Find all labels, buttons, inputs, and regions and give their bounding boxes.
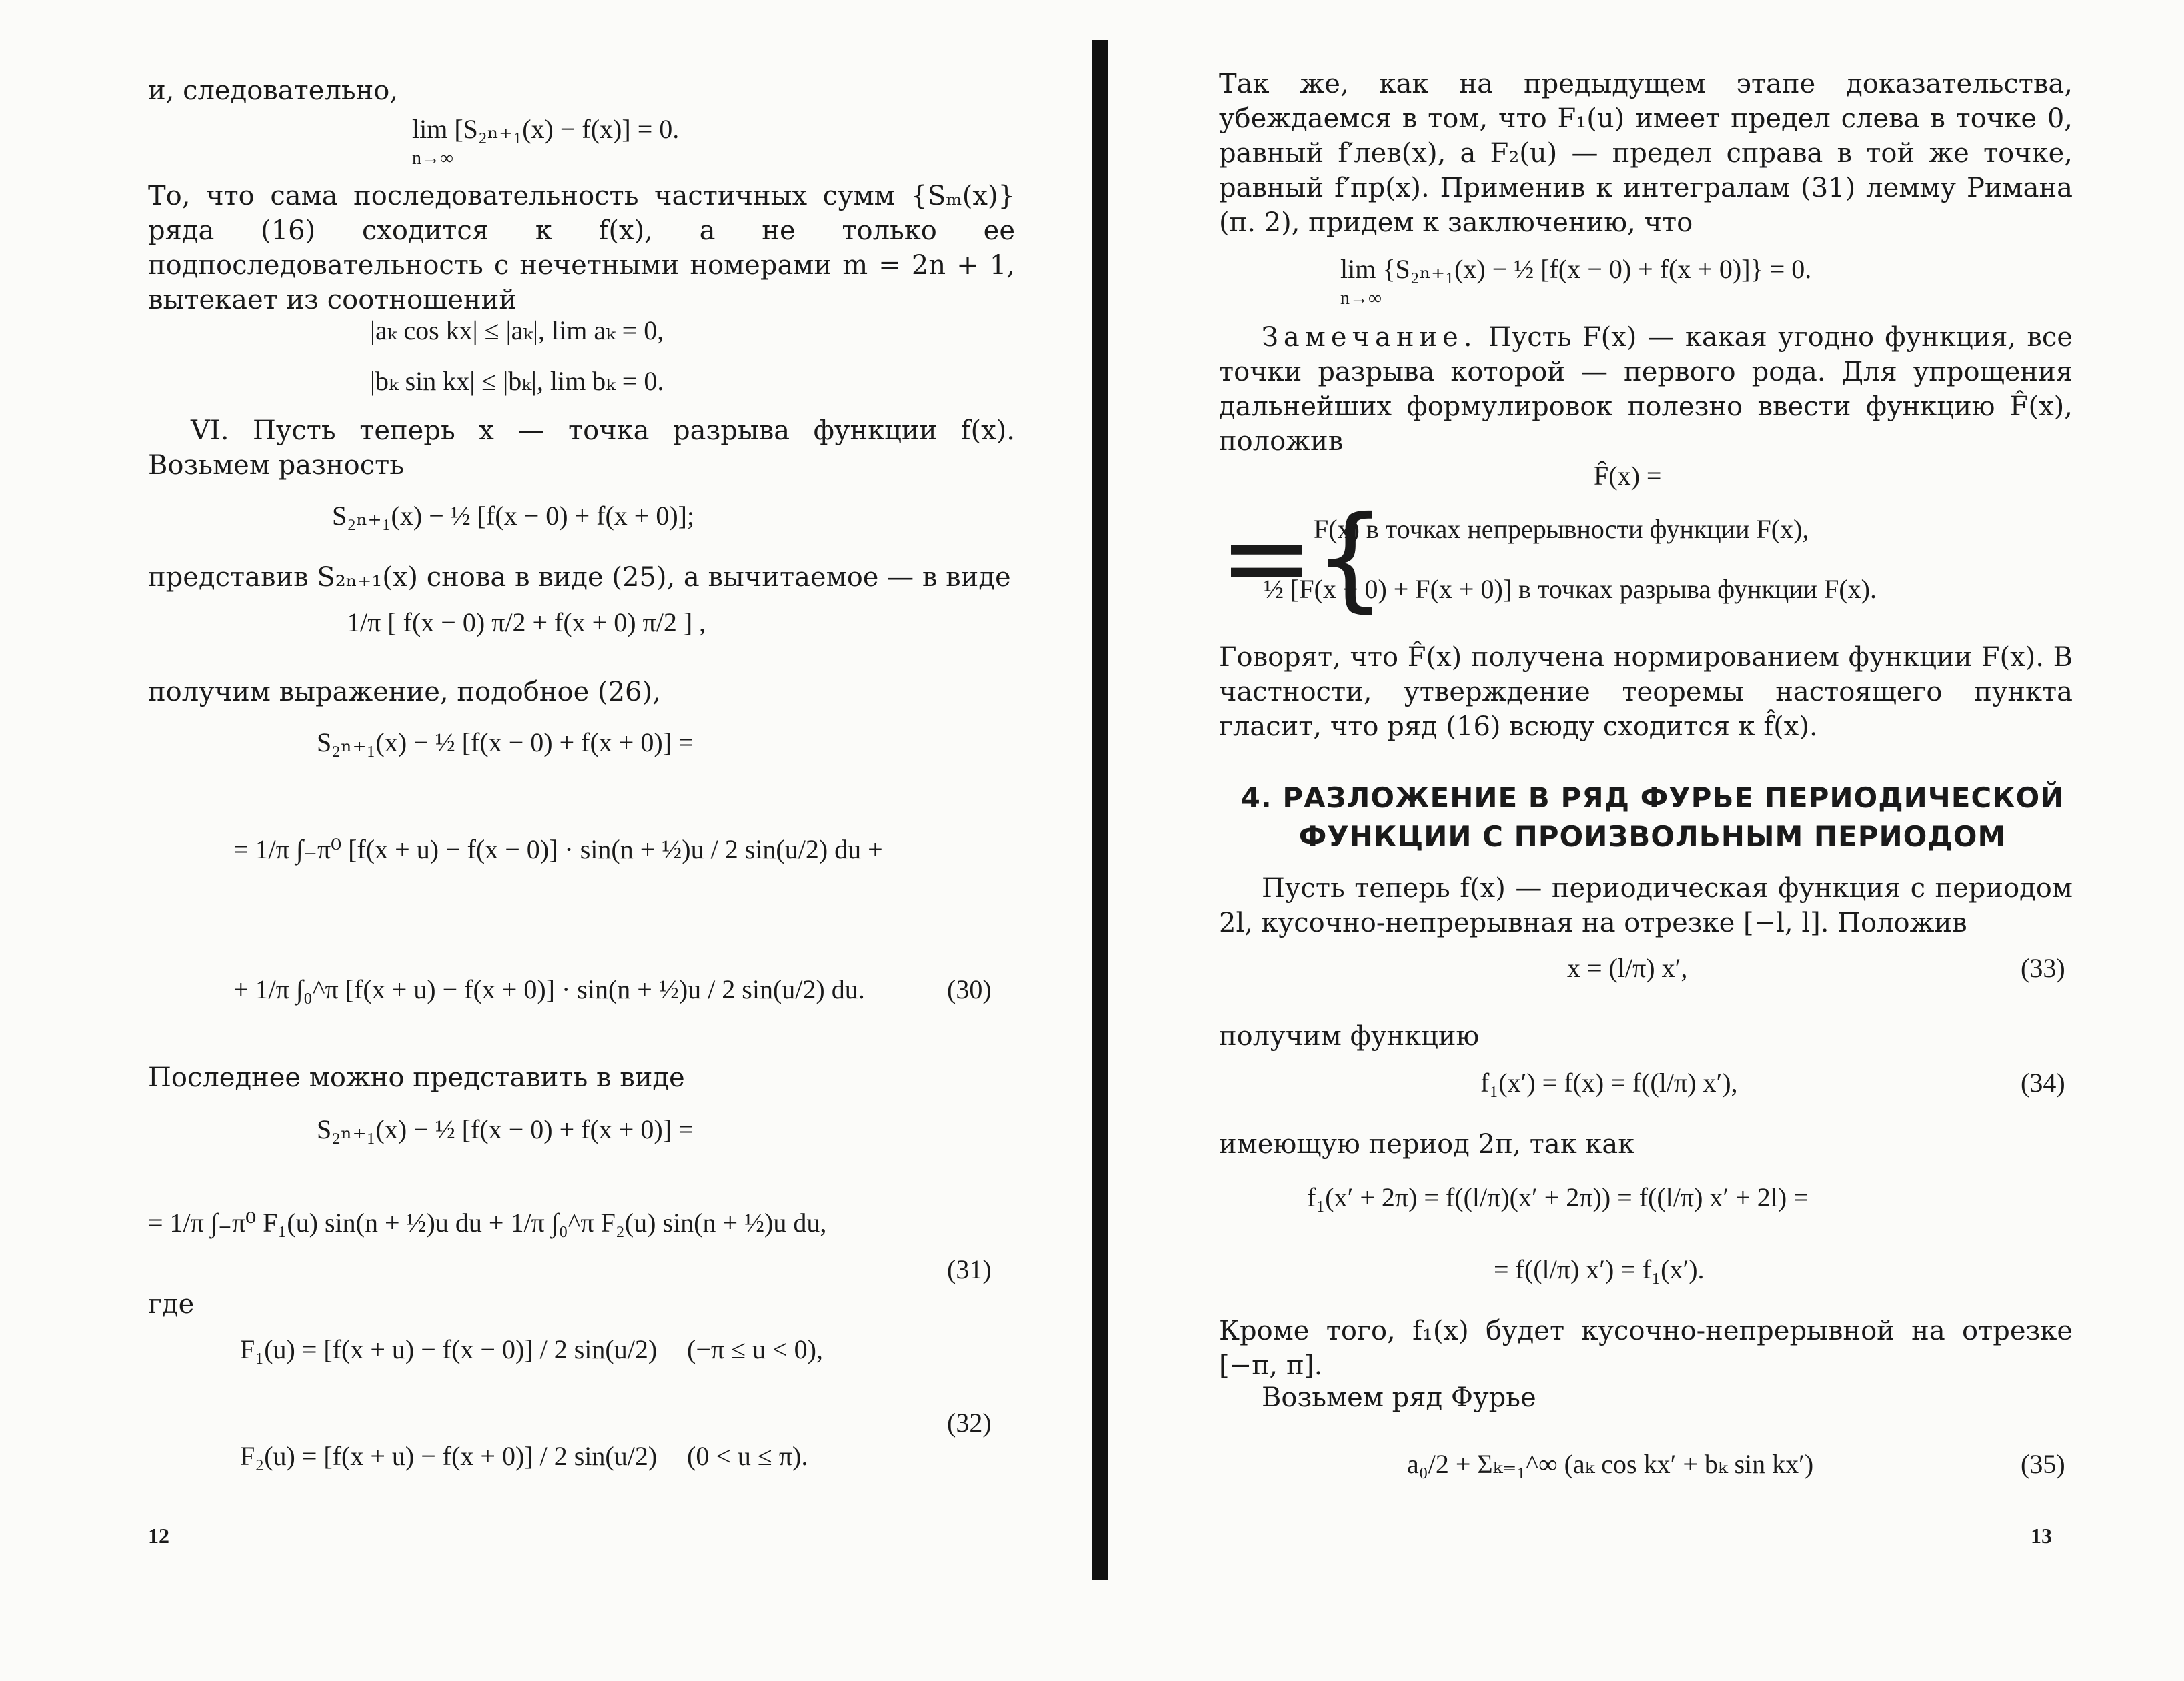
heading-line-2: ФУНКЦИИ С ПРОИЗВОЛЬНЫМ ПЕРИОДОМ [1298, 820, 2007, 853]
paragraph: Пусть теперь f(x) — периодическая функция с периодом 2l, кусочно-непрерывная на отрезке [−l, l]. Положив [1219, 873, 2073, 938]
text-line: имеющую период 2π, так как [1219, 1129, 1635, 1160]
remark-text: Пусть F(x) — какая угодно функция, все точки разрыва которой — первого рода. Для упрощения дальнейших формулировок полезно ввести функцию F̂(x), положив [1219, 322, 2073, 457]
equation-number: (32) [947, 1408, 992, 1438]
formula-eq30-lhs: S₂ₙ₊₁(x) − ½ [f(x − 0) + f(x + 0)] = [317, 727, 694, 757]
formula-difference: S₂ₙ₊₁(x) − ½ [f(x − 0) + f(x + 0)]; [332, 501, 695, 531]
paragraph: Кроме того, f₁(x) будет кусочно-непрерывной на отрезке [−π, π]. [1219, 1316, 2073, 1381]
formula-limit-subscript: n→∞ [1340, 288, 1382, 309]
formula-F1-condition: (−π ≤ u < 0), [687, 1334, 823, 1364]
formula-eq35: a₀/2 + Σₖ₌₁^∞ (aₖ cos kx′ + bₖ sin kx′) [1407, 1449, 1814, 1479]
text-line: получим функцию [1219, 1021, 1480, 1052]
formula-period-line1: f₁(x′ + 2π) = f((l/π)(x′ + 2π)) = f((l/π) x′ + 2l) = [1307, 1182, 1809, 1212]
formula-inequality-b: |bₖ sin kx| ≤ |bₖ|, lim bₖ = 0. [370, 366, 664, 396]
brace-icon: ={ [1219, 492, 1386, 624]
formula-F1: F₁(u) = [f(x + u) − f(x − 0)] / 2 sin(u/2) [240, 1334, 658, 1364]
formula-inequality-a: |aₖ cos kx| ≤ |aₖ|, lim aₖ = 0, [370, 315, 664, 345]
text-line: где [148, 1289, 195, 1320]
formula-eq31-lhs: S₂ₙ₊₁(x) − ½ [f(x − 0) + f(x + 0)] = [317, 1114, 694, 1144]
equation-number: (31) [947, 1254, 992, 1284]
formula-subtrahend: 1/π [ f(x − 0) π/2 + f(x + 0) π/2 ] , [347, 607, 706, 637]
page-number: 12 [148, 1524, 169, 1548]
paragraph: Так же, как на предыдущем этапе доказательства, убеждаемся в том, что F₁(u) имеет предел слева в точке 0, равный f′лев(x), а F₂(u) — предел справа в той же точке, равный f′пр(x). Применив к интегралам (31) лемму Римана (п. 2), придем к заключению, что [1219, 69, 2073, 238]
equation-number: (35) [2021, 1449, 2065, 1479]
paragraph: получим выражение, подобное (26), [148, 677, 661, 707]
formula-eq31: = 1/π ∫₋π⁰ F₁(u) sin(n + ½)u du + 1/π ∫₀^π F₂(u) sin(n + ½)u du, [148, 1208, 827, 1238]
formula-eq30-line2: + 1/π ∫₀^π [f(x + u) − f(x + 0)] · sin(n + ½)u / 2 sin(u/2) du. [233, 974, 865, 1004]
book-spine [1092, 40, 1108, 1580]
paragraph: представив S₂ₙ₊₁(x) снова в виде (25), а вычитаемое — в виде [148, 562, 1011, 593]
paragraph: То, что сама последовательность частичных сумм {Sₘ(x)} ряда (16) сходится к f(x), а не только ее подпоследовательность с нечетными номерами m = 2n + 1, вытекает из соотношений [148, 181, 1015, 315]
equation-number: (30) [947, 974, 992, 1004]
formula-case-continuous: F(x) в точках непрерывности функции F(x), [1314, 514, 1809, 544]
left-page [0, 0, 1067, 1681]
formula-F2-condition: (0 < u ≤ π). [687, 1441, 808, 1471]
text-line: Возьмем ряд Фурье [1262, 1382, 1536, 1413]
formula-limit: lim {S₂ₙ₊₁(x) − ½ [f(x − 0) + f(x + 0)]} = 0. [1340, 254, 1812, 284]
paragraph: VI. Пусть теперь x — точка разрыва функции f(x). Возьмем разность [148, 415, 1015, 481]
equation-number: (33) [2021, 953, 2065, 983]
formula-eq34: f₁(x′) = f(x) = f((l/π) x′), [1480, 1068, 1738, 1098]
formula-eq33: x = (l/π) x′, [1567, 953, 1688, 983]
heading-line-1: 4. РАЗЛОЖЕНИЕ В РЯД ФУРЬЕ ПЕРИОДИЧЕСКОЙ [1240, 781, 2065, 814]
paragraph: Последнее можно представить в виде [148, 1062, 685, 1093]
text-line: и, следовательно, [148, 75, 399, 106]
formula-limit-subscript: n→∞ [412, 148, 453, 169]
remark-label: Замечание. [1262, 322, 1478, 353]
formula-Fhat: F̂(x) = [1594, 461, 1662, 491]
paragraph [1219, 320, 2073, 459]
formula-eq30-line1: = 1/π ∫₋π⁰ [f(x + u) − f(x − 0)] · sin(n + ½)u / 2 sin(u/2) du + [233, 834, 883, 864]
page-number: 13 [2031, 1524, 2052, 1548]
formula-limit: lim [S₂ₙ₊₁(x) − f(x)] = 0. [412, 114, 680, 144]
formula-period-line2: = f((l/π) x′) = f₁(x′). [1494, 1254, 1705, 1284]
right-page [1107, 0, 2184, 1681]
equation-number: (34) [2021, 1068, 2065, 1098]
formula-F2: F₂(u) = [f(x + u) − f(x + 0)] / 2 sin(u/2) [240, 1441, 658, 1471]
paragraph: Говорят, что F̂(x) получена нормированием функции F(x). В частности, утверждение теоремы настоящего пункта гласит, что ряд (16) всюду сходится к f̂(x). [1219, 642, 2073, 742]
section-heading [1219, 779, 2086, 856]
formula-case-discontinuous: ½ [F(x − 0) + F(x + 0)] в точках разрыва функции F(x). [1264, 574, 1877, 604]
